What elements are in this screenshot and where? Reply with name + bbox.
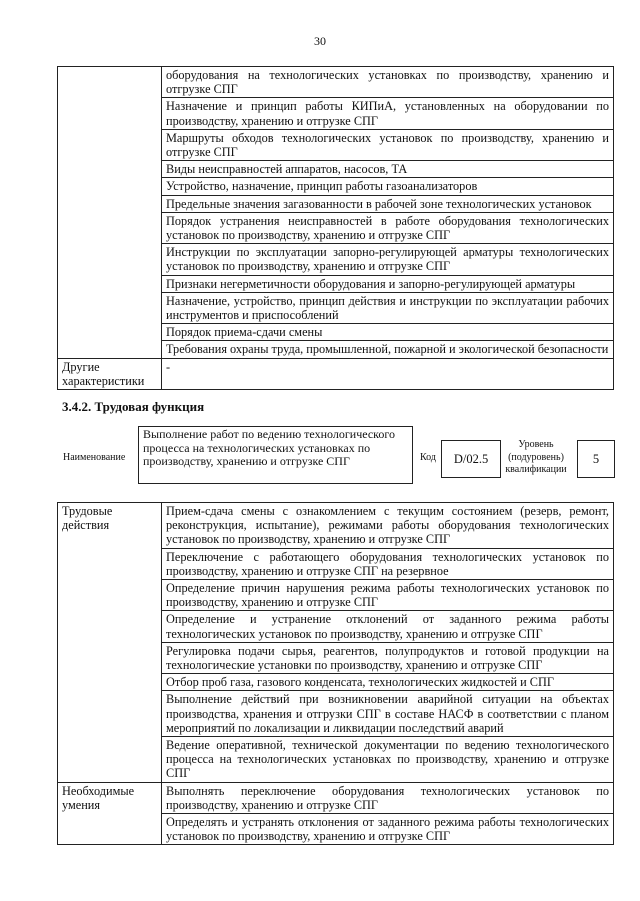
code-label: Код: [420, 452, 436, 463]
labor-action-item: Переключение с работающего оборудования технологических установок по производству, хранению и отгрузке СПГ на резервное: [162, 548, 614, 579]
table-row: [58, 782, 614, 813]
knowledge-item: Маршруты обходов технологических установок по производству, хранению и отгрузке СПГ: [162, 129, 614, 160]
knowledge-item: Назначение и принцип работы КИПиА, установленных на оборудовании по производству, хранению и отгрузке СПГ: [162, 98, 614, 129]
knowledge-item: Порядок приема-сдачи смены: [162, 324, 614, 341]
knowledge-item: Назначение, устройство, принцип действия и инструкции по эксплуатации рабочих инструментов и приспособлений: [162, 292, 614, 323]
labor-action-item: Определение и устранение отклонений от заданного режима работы технологических установок по производству, хранению и отгрузке СПГ: [162, 611, 614, 642]
table-row: [58, 503, 614, 549]
other-characteristics-value: -: [162, 358, 614, 389]
labor-action-item: Регулировка подачи сырья, реагентов, полупродуктов и готовой продукции на технологические установки по производству, хранению и отгрузке СПГ: [162, 642, 614, 673]
knowledge-item: Инструкции по эксплуатации запорно-регулирующей арматуры технологических установок по производству, хранению и отгрузке СПГ: [162, 244, 614, 275]
skill-item: Выполнять переключение оборудования технологических установок по производству, хранению и отгрузке СПГ: [162, 782, 614, 813]
labor-action-item: Ведение оперативной, технической документации по ведению технологического процесса на технологических установках по производству, хранению и отгрузке СПГ: [162, 737, 614, 783]
knowledge-item: Предельные значения загазованности в рабочей зоне технологических установок: [162, 195, 614, 212]
function-name-box: Выполнение работ по ведению технологического процесса на технологических установках по производству, хранению и отгрузке СПГ: [138, 426, 413, 484]
labor-action-item: Отбор проб газа, газового конденсата, технологических жидкостей и СПГ: [162, 674, 614, 691]
section-title: 3.4.2. Трудовая функция: [62, 399, 205, 414]
labor-actions-label: Трудовые действия: [58, 503, 162, 783]
name-label: Наименование: [63, 452, 126, 463]
table-row: [58, 358, 614, 389]
labor-actions-table: [57, 502, 614, 845]
page-number: 30: [314, 34, 326, 48]
required-skills-label: Необходимые умения: [58, 782, 162, 845]
knowledge-item: Признаки негерметичности оборудования и запорно-регулирующей арматуры: [162, 275, 614, 292]
qualification-level-box: 5: [577, 440, 615, 478]
knowledge-item: оборудования на технологических установках по производству, хранению и отгрузке СПГ: [162, 67, 614, 98]
labor-action-item: Прием-сдача смены с ознакомлением с текущим состоянием (резерв, ремонт, реконструкция, испытание), режимами работы оборудования технологических установок по производству, хранению и отгрузке СПГ: [162, 503, 614, 549]
knowledge-item: Требования охраны труда, промышленной, пожарной и экологической безопасности: [162, 341, 614, 358]
labor-action-item: Выполнение действий при возникновении аварийной ситуации на объектах производства, хранения и отгрузки СПГ в составе НАСФ в соответствии с планом мероприятий по локализации и ликвидации последствий аварий: [162, 691, 614, 737]
knowledge-item: Виды неисправностей аппаратов, насосов, ТА: [162, 161, 614, 178]
knowledge-item: Порядок устранения неисправностей в работе оборудования технологических установок по производству, хранению и отгрузке СПГ: [162, 212, 614, 243]
knowledge-item: Устройство, назначение, принцип работы газоанализаторов: [162, 178, 614, 195]
skill-item: Определять и устранять отклонения от заданного режима работы технологических установок по производству, хранению и отгрузке СПГ: [162, 814, 614, 845]
labor-action-item: Определение причин нарушения режима работы технологических установок по производству, хранению и отгрузке СПГ: [162, 580, 614, 611]
qualification-level-label: Уровень (подуровень) квалификации: [505, 439, 567, 475]
knowledge-table: [57, 66, 614, 390]
table-row: [58, 67, 614, 98]
other-characteristics-label: Другие характеристики: [58, 358, 162, 389]
category-cell-empty: [58, 67, 162, 359]
code-box: D/02.5: [441, 440, 501, 478]
